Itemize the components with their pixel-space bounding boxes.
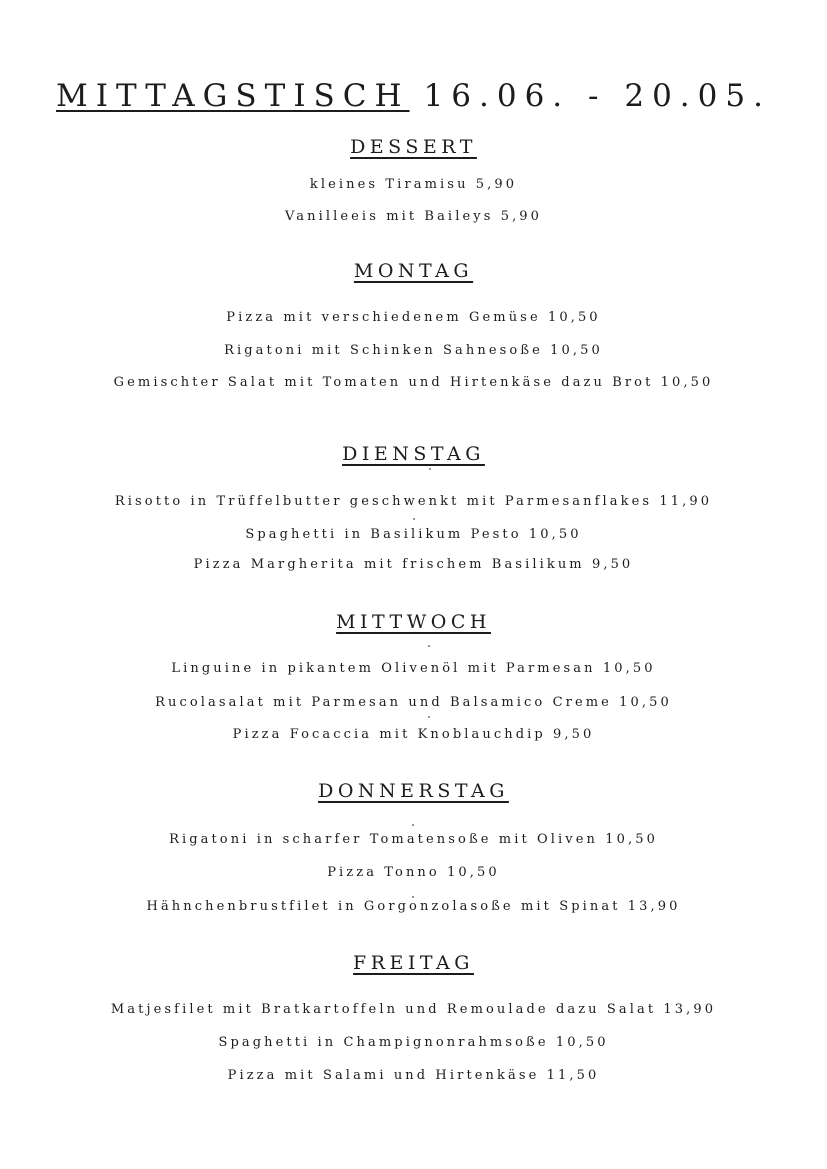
menu-item: Spaghetti in Basilikum Pesto 10,50 (245, 527, 582, 542)
menu-item: Linguine in pikantem Olivenöl mit Parmesan 10,50 (171, 661, 656, 676)
menu-item: Risotto in Trüffelbutter geschwenkt mit Parmesanflakes 11,90 (114, 494, 713, 509)
section-heading-montag: MONTAG (353, 260, 474, 282)
menu-item: Pizza mit Salami und Hirtenkäse 11,50 (227, 1068, 600, 1083)
menu-item: Rigatoni mit Schinken Sahnesoße 10,50 (224, 343, 603, 358)
menu-item: Hähnchenbrustfilet in Gorgonzolasoße mit Spinat 13,90 (146, 899, 681, 914)
menu-item: Vanilleeis mit Baileys 5,90 (284, 209, 543, 224)
menu-item: Pizza mit verschiedenem Gemüse 10,50 (226, 310, 601, 325)
section-heading-freitag: FREITAG (353, 952, 474, 974)
menu-item: Rigatoni in scharfer Tomatensoße mit Oliven 10,50 (169, 832, 658, 847)
menu-item: Pizza Focaccia mit Knoblauchdip 9,50 (232, 727, 595, 742)
menu-item: Spaghetti in Champignonrahmsoße 10,50 (218, 1035, 609, 1050)
menu-item: Matjesfilet mit Bratkartoffeln und Remoulade dazu Salat 13,90 (110, 1002, 717, 1017)
section-heading-mittwoch: MITTWOCH (336, 611, 491, 633)
menu-item: Gemischter Salat mit Tomaten und Hirtenkäse dazu Brot 10,50 (113, 375, 714, 390)
page-title (0, 76, 827, 116)
menu-item: kleines Tiramisu 5,90 (309, 177, 518, 192)
speck-mark (428, 716, 430, 718)
speck-mark (428, 645, 430, 647)
speck-mark (412, 824, 414, 826)
speck-mark (413, 518, 415, 520)
speck-mark (412, 896, 414, 898)
section-heading-donnerstag: DONNERSTAG (318, 780, 509, 802)
menu-item: Pizza Margherita mit frischem Basilikum 9,50 (193, 557, 634, 572)
title-dates: 16.06. - 20.05. (423, 78, 771, 114)
section-heading-dienstag: DIENSTAG (342, 443, 485, 465)
menu-item: Rucolasalat mit Parmesan und Balsamico Creme 10,50 (155, 695, 672, 710)
section-heading-dessert: DESSERT (350, 136, 477, 158)
speck-mark (429, 468, 431, 470)
title-main: MITTAGSTISCH (56, 78, 410, 114)
menu-item: Pizza Tonno 10,50 (327, 865, 500, 880)
